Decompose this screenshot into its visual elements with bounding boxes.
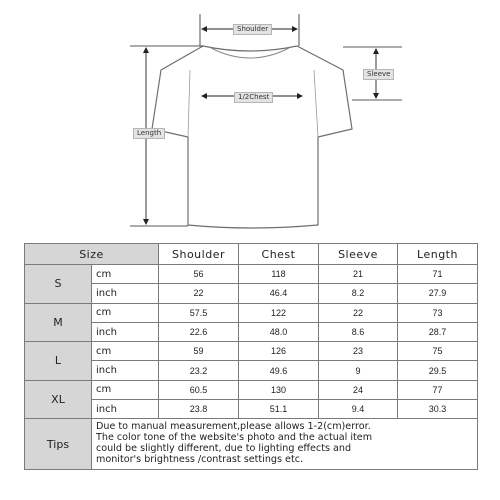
cell: 30.3 xyxy=(398,400,478,419)
cell: 8.2 xyxy=(319,284,398,303)
unit-label: cm xyxy=(92,380,159,399)
unit-label: cm xyxy=(92,265,159,284)
header-length: Length xyxy=(398,244,478,265)
unit-label: inch xyxy=(92,400,159,419)
cell: 56 xyxy=(159,265,239,284)
unit-label: cm xyxy=(92,342,159,361)
cell: 118 xyxy=(239,265,319,284)
shoulder-label: Shoulder xyxy=(233,24,272,35)
unit-label: inch xyxy=(92,361,159,380)
cell: 130 xyxy=(239,380,319,399)
header-row xyxy=(25,244,478,265)
size-chart-table xyxy=(24,243,478,470)
table-row xyxy=(25,303,478,322)
cell: 29.5 xyxy=(398,361,478,380)
size-label: XL xyxy=(25,380,92,419)
cell: 48.0 xyxy=(239,322,319,341)
cell: 9.4 xyxy=(319,400,398,419)
cell: 122 xyxy=(239,303,319,322)
cell: 51.1 xyxy=(239,400,319,419)
cell: 22.6 xyxy=(159,322,239,341)
cell: 60.5 xyxy=(159,380,239,399)
tip-line: Due to manual measurement,please allows 1-2(cm)error. xyxy=(96,421,371,433)
measurement-diagram xyxy=(0,0,500,235)
cell: 77 xyxy=(398,380,478,399)
cell: 23.8 xyxy=(159,400,239,419)
table-row xyxy=(25,400,478,419)
size-label: M xyxy=(25,303,92,342)
unit-label: inch xyxy=(92,284,159,303)
tips-text xyxy=(92,419,478,470)
size-label: L xyxy=(25,342,92,381)
cell: 22 xyxy=(319,303,398,322)
cell: 27.9 xyxy=(398,284,478,303)
unit-label: cm xyxy=(92,303,159,322)
tip-line: could be slightly different, due to lighting effects and xyxy=(96,443,352,455)
cell: 57.5 xyxy=(159,303,239,322)
chest-label: 1/2Chest xyxy=(234,92,273,103)
cell: 126 xyxy=(239,342,319,361)
tshirt-outline xyxy=(152,46,352,228)
tip-line: The color tone of the website's photo and the actual item xyxy=(96,432,373,444)
cell: 59 xyxy=(159,342,239,361)
cell: 24 xyxy=(319,380,398,399)
header-sleeve: Sleeve xyxy=(319,244,398,265)
header-shoulder: Shoulder xyxy=(159,244,239,265)
header-size: Size xyxy=(25,244,159,265)
table-row xyxy=(25,322,478,341)
cell: 73 xyxy=(398,303,478,322)
tip-line: monitor's brightness /contrast settings etc. xyxy=(96,454,304,466)
cell: 21 xyxy=(319,265,398,284)
size-label: S xyxy=(25,265,92,304)
unit-label: inch xyxy=(92,322,159,341)
sleeve-label: Sleeve xyxy=(363,69,394,80)
tshirt-diagram xyxy=(0,0,500,235)
cell: 28.7 xyxy=(398,322,478,341)
cell: 71 xyxy=(398,265,478,284)
cell: 23.2 xyxy=(159,361,239,380)
table-row xyxy=(25,284,478,303)
table-row xyxy=(25,265,478,284)
tips-label: Tips xyxy=(25,419,92,470)
length-label: Length xyxy=(133,128,165,139)
tips-row xyxy=(25,419,478,470)
cell: 46.4 xyxy=(239,284,319,303)
table-row xyxy=(25,380,478,399)
table-row xyxy=(25,342,478,361)
cell: 8.6 xyxy=(319,322,398,341)
header-chest: Chest xyxy=(239,244,319,265)
cell: 75 xyxy=(398,342,478,361)
cell: 9 xyxy=(319,361,398,380)
table-row xyxy=(25,361,478,380)
cell: 22 xyxy=(159,284,239,303)
cell: 23 xyxy=(319,342,398,361)
cell: 49.6 xyxy=(239,361,319,380)
